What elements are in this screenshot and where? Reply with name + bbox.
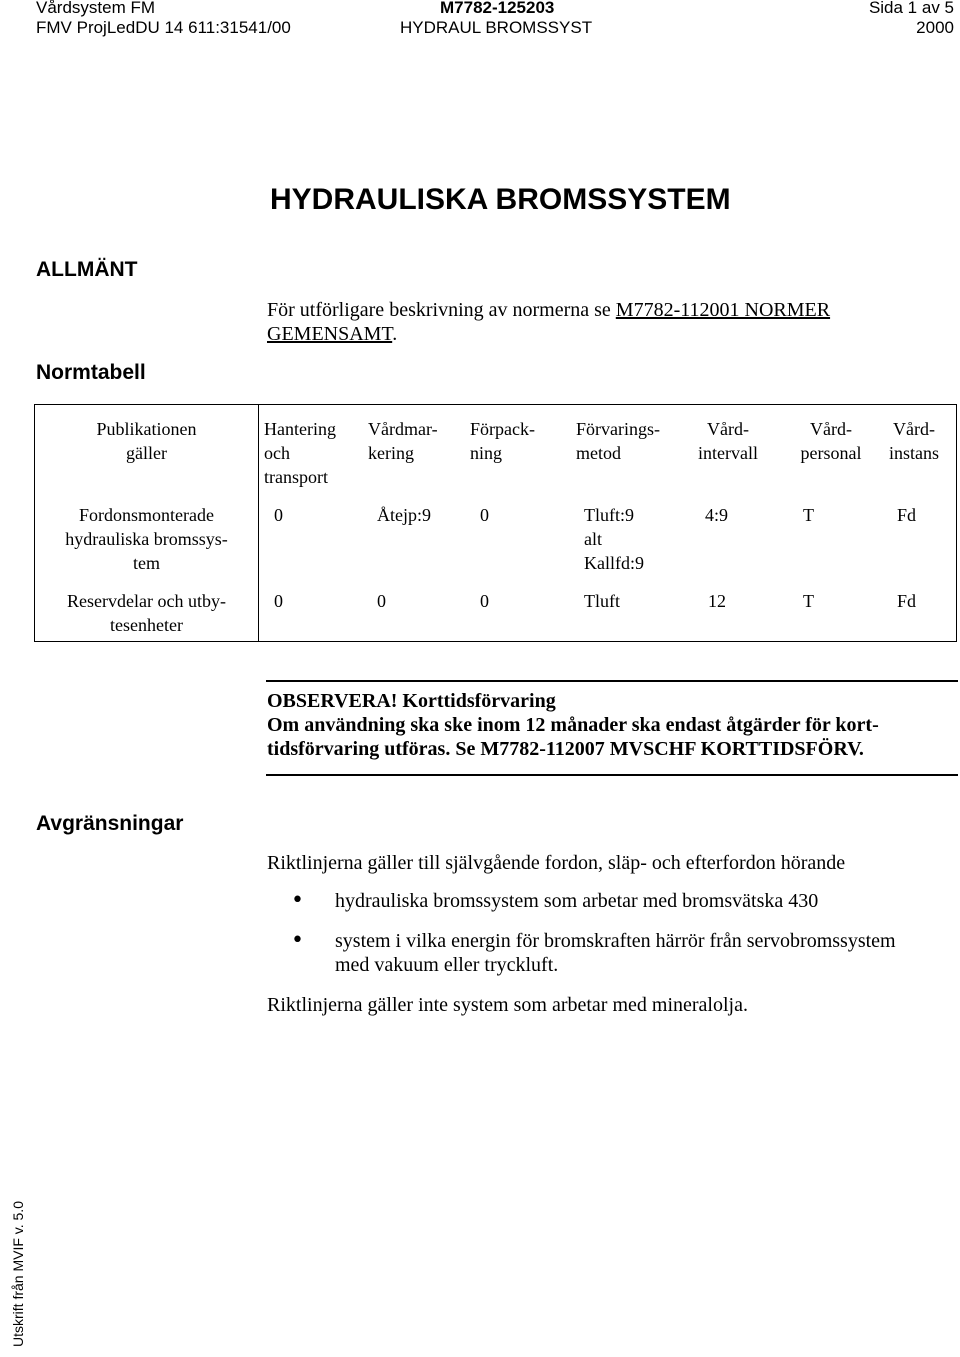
bullet-icon: • bbox=[291, 928, 304, 953]
scope-closing: Riktlinjerna gäller inte system som arbetar med mineralolja. bbox=[267, 994, 748, 1016]
cell-hantering: 0 bbox=[274, 505, 283, 525]
page-title: HYDRAULISKA BROMSSYSTEM bbox=[270, 183, 731, 216]
system-name: Vårdsystem FM bbox=[36, 0, 156, 17]
cell-instans: Fd bbox=[897, 505, 917, 525]
cell-intervall: 4:9 bbox=[705, 505, 729, 525]
norm-reference-link[interactable]: M7782-112001 NORMER bbox=[615, 299, 831, 321]
cell-forvaring: Tluft:9 alt Kallfd:9 bbox=[584, 505, 644, 573]
intro-paragraph bbox=[267, 298, 947, 346]
cell-intervall: 12 bbox=[708, 591, 726, 611]
row-label-reservdelar: Reservdelar och utby- tesenheter bbox=[67, 591, 226, 635]
intro-end: . bbox=[392, 323, 398, 345]
project-ref: FMV ProjLedDU 14 611:31541/00 bbox=[36, 18, 291, 37]
header-hantering: Hantering och transport bbox=[264, 419, 336, 487]
intro-text: För utförligare beskrivning av normerna se bbox=[267, 299, 616, 321]
list-item: system i vilka energin för bromskraften härrör från servobromssystem med vakuum eller tryckluft. bbox=[335, 930, 896, 976]
cell-personal: T bbox=[803, 591, 814, 611]
note-line: Om användning ska ske inom 12 månader ska endast åtgärder för kort- bbox=[267, 714, 879, 736]
header-publikationen: Publikationen gäller bbox=[96, 419, 197, 463]
cell-forpackning: 0 bbox=[480, 591, 489, 611]
header-instans: Vård- instans bbox=[888, 419, 939, 463]
header-intervall: Vård- intervall bbox=[698, 419, 758, 463]
header-vardmarkering: Vårdmar- kering bbox=[368, 419, 438, 463]
cell-forpackning: 0 bbox=[480, 505, 489, 525]
header-right bbox=[869, 0, 954, 38]
row-label-fordonsmonterade: Fordonsmonterade hydrauliska bromssys- tem bbox=[65, 505, 228, 573]
print-footer: Utskrift från MVIF v. 5.0 bbox=[10, 1201, 26, 1347]
scope-intro: Riktlinjerna gäller till självgående fordon, släp- och efterfordon hörande bbox=[267, 852, 846, 874]
header-left bbox=[36, 0, 291, 38]
cell-instans: Fd bbox=[897, 591, 917, 611]
norm-reference-link-cont[interactable]: GEMENSAMT bbox=[267, 323, 393, 345]
cell-vardmarkering: Åtejp:9 bbox=[377, 505, 431, 525]
cell-forvaring: Tluft bbox=[584, 591, 620, 611]
note-heading: OBSERVERA! Korttidsförvaring bbox=[267, 690, 556, 712]
note-bottom-rule bbox=[266, 774, 958, 776]
page-indicator: Sida 1 av 5 bbox=[868, 0, 954, 17]
section-heading-normtabell: Normtabell bbox=[36, 361, 146, 384]
cell-hantering: 0 bbox=[274, 591, 283, 611]
document-short-title: HYDRAUL BROMSSYST bbox=[400, 18, 593, 37]
year: 2000 bbox=[916, 18, 954, 37]
note-top-rule bbox=[266, 680, 958, 682]
list-item: hydrauliska bromssystem som arbetar med bromsvätska 430 bbox=[335, 890, 819, 912]
section-heading-avgransningar: Avgränsningar bbox=[36, 812, 184, 835]
header-forvaring: Förvarings- metod bbox=[576, 419, 660, 463]
cell-personal: T bbox=[803, 505, 814, 525]
note-line: tidsförvaring utföras. Se M7782-112007 MVSCHF KORTTIDSFÖRV. bbox=[267, 738, 864, 760]
cell-vardmarkering: 0 bbox=[377, 591, 386, 611]
section-heading-allmant: ALLMÄNT bbox=[36, 258, 138, 281]
header-personal: Vård- personal bbox=[800, 419, 862, 463]
header-forpackning: Förpack- ning bbox=[470, 419, 535, 463]
norm-table bbox=[34, 404, 957, 642]
header-center bbox=[400, 0, 592, 38]
document-number: M7782-125203 bbox=[440, 0, 555, 17]
bullet-icon: • bbox=[291, 888, 304, 913]
observera-note bbox=[267, 689, 957, 761]
